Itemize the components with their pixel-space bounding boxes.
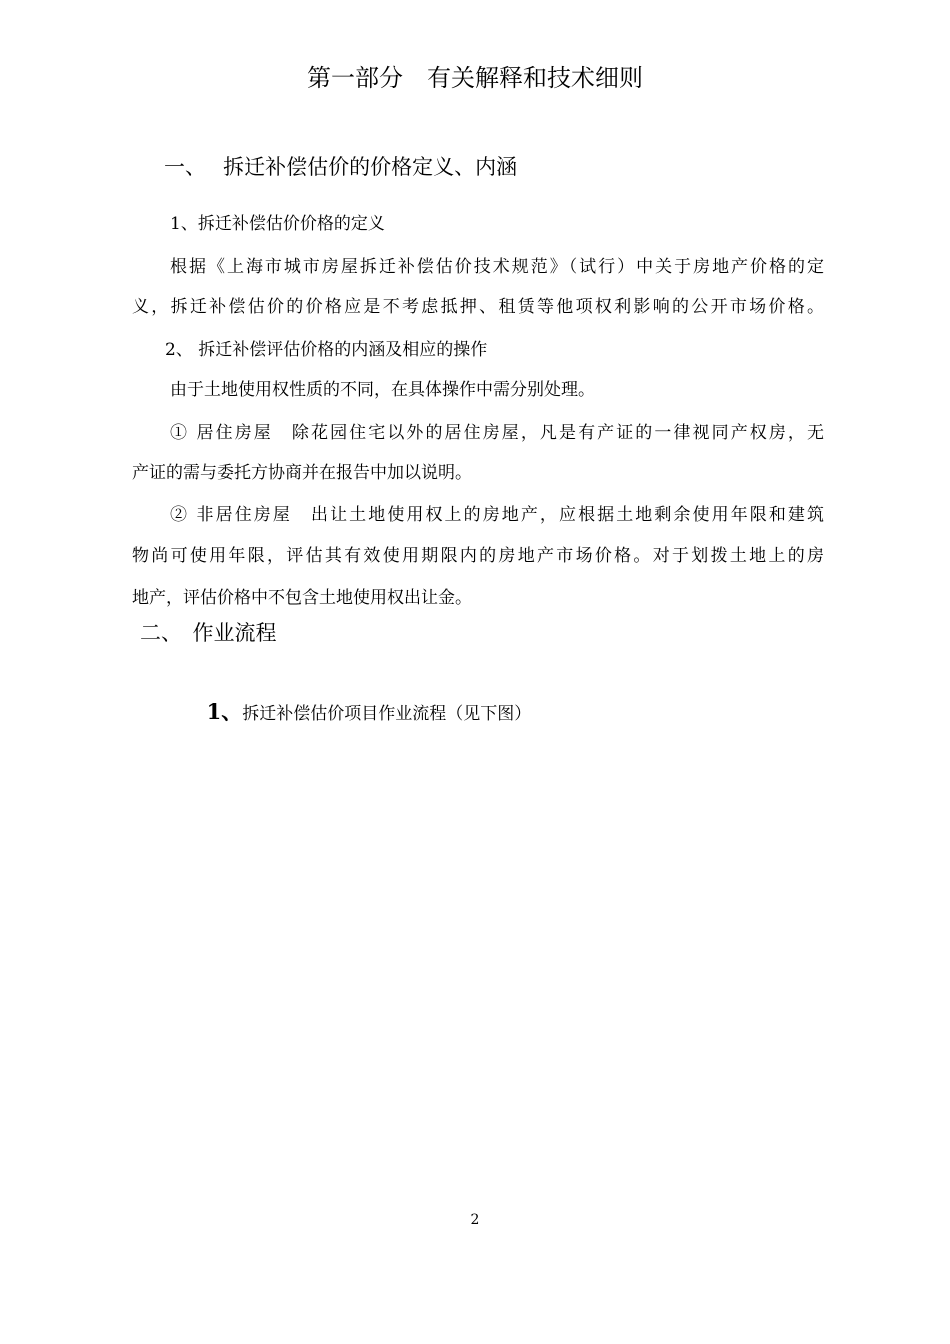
item-2-intro: 由于土地使用权性质的不同，在具体操作中需分别处理。 — [170, 380, 595, 400]
section-heading-1: 一、 拆迁补偿估价的价格定义、内涵 — [164, 155, 518, 179]
item-1-paragraph-line-2: 义，拆迁补偿估价的价格应是不考虑抵押、租赁等他项权利影响的公开市场价格。 — [132, 297, 824, 317]
nonresidential-line-3: 地产，评估价格中不包含土地使用权出让金。 — [132, 588, 472, 608]
section-2-item-1-text: 拆迁补偿估价项目作业流程（见下图） — [242, 704, 532, 724]
item-1-title: 1、拆迁补偿估价价格的定义 — [170, 214, 385, 234]
item-1-paragraph-line-1: 根据《上海市城市房屋拆迁补偿估价技术规范》（试行）中关于房地产价格的定 — [170, 257, 824, 277]
nonresidential-line-1: ② 非居住房屋 出让土地使用权上的房地产，应根据土地剩余使用年限和建筑 — [170, 505, 824, 525]
residential-line-2: 产证的需与委托方协商并在报告中加以说明。 — [132, 463, 472, 483]
item-2-title: 2、 拆迁补偿评估价格的内涵及相应的操作 — [165, 340, 488, 360]
section-heading-2: 二、 作业流程 — [140, 621, 277, 645]
page-number: 2 — [470, 1212, 480, 1228]
page-title: 第一部分 有关解释和技术细则 — [307, 64, 643, 92]
section-2-item-1-number: 1、 — [206, 699, 243, 724]
section-2-item-1 — [185, 673, 531, 753]
nonresidential-line-2: 物尚可使用年限，评估其有效使用期限内的房地产市场价格。对于划拨土地上的房 — [132, 546, 824, 566]
residential-line-1: ① 居住房屋 除花园住宅以外的居住房屋，凡是有产证的一律视同产权房，无 — [170, 423, 824, 443]
